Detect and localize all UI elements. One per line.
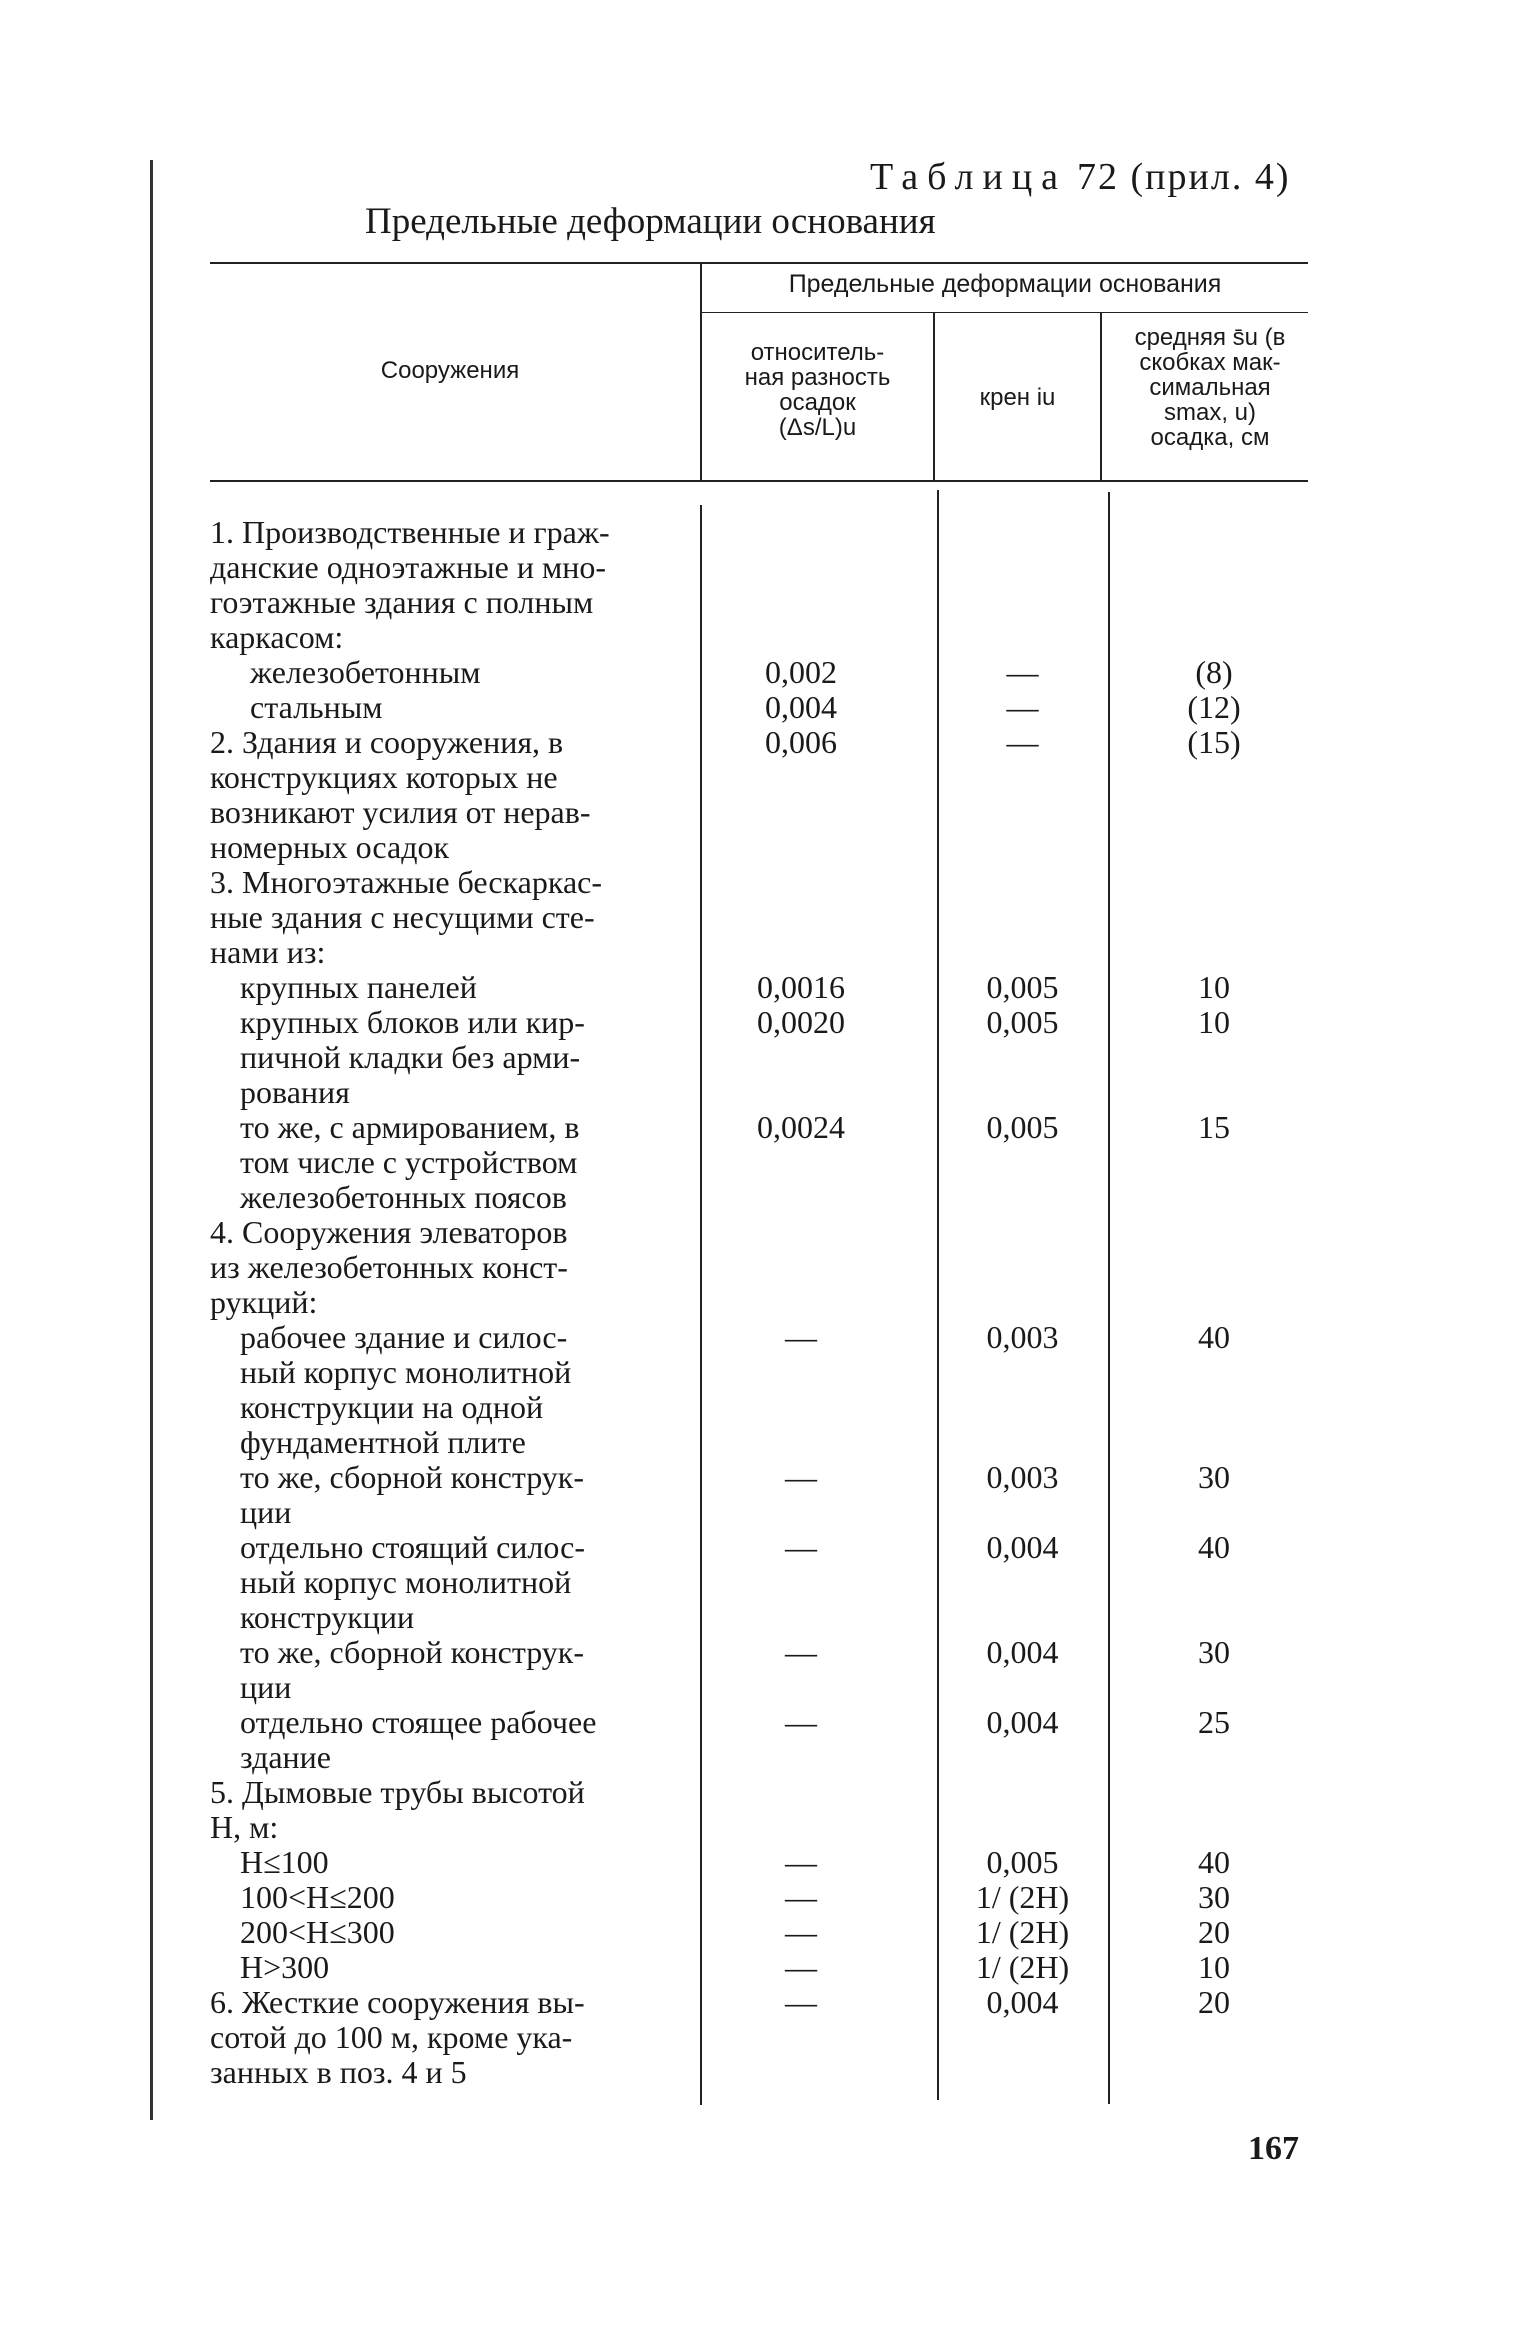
relative-difference-cell: — — [785, 1844, 817, 1880]
average-settlement-cell: 10 — [1198, 1949, 1230, 1985]
header-relative-difference: относитель- ная разность осадок (Δs/L)u — [744, 339, 891, 441]
relative-difference-cell — [686, 1810, 916, 1845]
average-settlement-cell — [1129, 795, 1299, 830]
table-row — [210, 655, 1310, 690]
structure-cell: ный корпус монолитной — [240, 1564, 572, 1600]
average-settlement-cell: (15) — [1187, 724, 1241, 760]
relative-difference-cell: 0,004 — [765, 689, 837, 725]
relative-difference-cell — [686, 1145, 916, 1180]
table-row — [210, 1040, 1310, 1075]
structure-cell: крупных панелей — [240, 969, 477, 1005]
relative-difference-cell — [686, 1390, 916, 1425]
structure-cell: то же, сборной конструк- — [240, 1634, 584, 1670]
table-row — [210, 1705, 1310, 1740]
relative-difference-cell — [686, 935, 916, 970]
structure-cell: пичной кладки без арми- — [240, 1039, 581, 1075]
average-settlement-cell — [1129, 1145, 1299, 1180]
table-row — [210, 1845, 1310, 1880]
relative-difference-cell — [686, 1495, 916, 1530]
relative-difference-cell: 0,0020 — [757, 1004, 845, 1040]
header-col-sep-3 — [1100, 312, 1102, 480]
table-row — [210, 1530, 1310, 1565]
structure-cell: конструкции — [240, 1599, 415, 1635]
tilt-cell: 1/ (2H) — [975, 1879, 1070, 1915]
average-settlement-cell — [1129, 585, 1299, 620]
header-tilt: крен iu — [979, 384, 1056, 411]
structure-cell: номерных осадок — [210, 829, 450, 865]
average-settlement-cell — [1129, 760, 1299, 795]
tilt-cell: — — [1006, 724, 1039, 760]
tilt-cell — [916, 2020, 1129, 2055]
relative-difference-cell: — — [785, 1984, 817, 2020]
header-group-label: Предельные деформации основания — [788, 270, 1222, 298]
table-row — [210, 1565, 1310, 1600]
relative-difference-cell — [686, 515, 916, 550]
structure-cell: H≤100 — [240, 1844, 329, 1880]
tilt-cell — [916, 900, 1129, 935]
structure-cell: фундаментной плите — [240, 1424, 526, 1460]
structure-cell: ции — [240, 1669, 292, 1705]
relative-difference-cell — [686, 1740, 916, 1775]
table-row — [210, 795, 1310, 830]
table-row — [210, 865, 1310, 900]
relative-difference-cell — [686, 760, 916, 795]
structure-cell: рования — [240, 1074, 350, 1110]
table-row — [210, 760, 1310, 795]
structure-cell: ные здания с несущими сте- — [210, 899, 595, 935]
tilt-cell — [916, 585, 1129, 620]
relative-difference-cell — [686, 1355, 916, 1390]
header-bottom-rule — [210, 480, 1308, 482]
structure-cell: 1. Производственные и граж- — [210, 514, 610, 550]
relative-difference-cell — [686, 2055, 916, 2090]
relative-difference-cell — [686, 1600, 916, 1635]
structure-cell: ный корпус монолитной — [240, 1354, 572, 1390]
structure-cell: стальным — [250, 689, 383, 725]
table-row — [210, 1775, 1310, 1810]
average-settlement-cell — [1129, 2020, 1299, 2055]
average-settlement-cell: 15 — [1198, 1109, 1230, 1145]
structure-cell: здание — [240, 1739, 331, 1775]
tilt-cell — [916, 1810, 1129, 1845]
tilt-cell: 0,005 — [986, 1004, 1059, 1040]
header-group-rule — [700, 312, 1308, 313]
structure-cell: конструкции на одной — [240, 1389, 544, 1425]
relative-difference-cell — [686, 1215, 916, 1250]
tilt-cell: 1/ (2H) — [975, 1949, 1070, 1985]
structure-cell: 6. Жесткие сооружения вы- — [210, 1984, 585, 2020]
relative-difference-cell — [686, 1425, 916, 1460]
average-settlement-cell: 20 — [1198, 1984, 1230, 2020]
average-settlement-cell — [1129, 1775, 1299, 1810]
tilt-cell — [916, 2055, 1129, 2090]
relative-difference-cell — [686, 1565, 916, 1600]
tilt-cell — [916, 515, 1129, 550]
table-row — [210, 1810, 1310, 1845]
tilt-cell: 0,004 — [986, 1704, 1059, 1740]
table-row — [210, 1950, 1310, 1985]
structure-cell: то же, с армированием, в — [240, 1109, 580, 1145]
relative-difference-cell — [686, 795, 916, 830]
table-word: Таблица — [870, 156, 1068, 198]
relative-difference-cell: — — [785, 1914, 817, 1950]
structure-cell: конструкциях которых не — [210, 759, 558, 795]
relative-difference-cell — [686, 2020, 916, 2055]
relative-difference-cell — [686, 620, 916, 655]
tilt-cell — [916, 1670, 1129, 1705]
average-settlement-cell — [1129, 550, 1299, 585]
page-margin-rule — [150, 160, 153, 2120]
average-settlement-cell: 30 — [1198, 1634, 1230, 1670]
table-row — [210, 1355, 1310, 1390]
table-row — [210, 2020, 1310, 2055]
tilt-cell — [916, 1145, 1129, 1180]
average-settlement-cell: (8) — [1195, 654, 1233, 690]
relative-difference-cell — [686, 1670, 916, 1705]
relative-difference-cell — [686, 1775, 916, 1810]
relative-difference-cell — [686, 1075, 916, 1110]
relative-difference-cell — [686, 1040, 916, 1075]
structure-cell: отдельно стоящее рабочее — [240, 1704, 597, 1740]
table-row — [210, 1320, 1310, 1355]
table-row — [210, 1180, 1310, 1215]
average-settlement-cell — [1129, 620, 1299, 655]
structure-cell: данские одноэтажные и мно- — [210, 549, 606, 585]
average-settlement-cell — [1129, 1180, 1299, 1215]
page-number: 167 — [1248, 2130, 1299, 2167]
table-row — [210, 515, 1310, 550]
structure-cell: нами из: — [210, 934, 326, 970]
average-settlement-cell: 25 — [1198, 1704, 1230, 1740]
relative-difference-cell: — — [785, 1319, 817, 1355]
table-row — [210, 900, 1310, 935]
tilt-cell — [916, 1250, 1129, 1285]
average-settlement-cell — [1129, 1810, 1299, 1845]
relative-difference-cell — [686, 1180, 916, 1215]
structure-cell: 200<H≤300 — [240, 1914, 395, 1950]
tilt-cell — [916, 1495, 1129, 1530]
relative-difference-cell — [686, 900, 916, 935]
average-settlement-cell — [1129, 1285, 1299, 1320]
average-settlement-cell: (12) — [1187, 689, 1241, 725]
tilt-cell — [916, 1390, 1129, 1425]
average-settlement-cell: 40 — [1198, 1844, 1230, 1880]
table-row — [210, 550, 1310, 585]
tilt-cell: 0,004 — [986, 1984, 1059, 2020]
relative-difference-cell: — — [785, 1704, 817, 1740]
tilt-cell: — — [1006, 654, 1039, 690]
average-settlement-cell — [1129, 1565, 1299, 1600]
tilt-cell — [916, 1425, 1129, 1460]
structure-cell: то же, сборной конструк- — [240, 1459, 584, 1495]
table-row — [210, 970, 1310, 1005]
tilt-cell: 0,005 — [986, 969, 1059, 1005]
table-top-rule — [210, 262, 1308, 264]
tilt-cell — [916, 795, 1129, 830]
relative-difference-cell: 0,0024 — [757, 1109, 845, 1145]
average-settlement-cell — [1129, 1250, 1299, 1285]
structure-cell: ции — [240, 1494, 292, 1530]
average-settlement-cell — [1129, 1355, 1299, 1390]
tilt-cell — [916, 1285, 1129, 1320]
tilt-cell — [916, 620, 1129, 655]
average-settlement-cell — [1129, 1425, 1299, 1460]
structure-cell: 4. Сооружения элеваторов — [210, 1214, 568, 1250]
average-settlement-cell — [1129, 2055, 1299, 2090]
structure-cell: гоэтажные здания с полным — [210, 584, 594, 620]
structure-cell: железобетонным — [250, 654, 481, 690]
relative-difference-cell: — — [785, 1634, 817, 1670]
average-settlement-cell — [1129, 515, 1299, 550]
relative-difference-cell — [686, 830, 916, 865]
average-settlement-cell: 10 — [1198, 1004, 1230, 1040]
table-number — [870, 155, 1290, 199]
structure-cell: возникают усилия от нерав- — [210, 794, 591, 830]
average-settlement-cell — [1129, 1600, 1299, 1635]
tilt-cell: — — [1006, 689, 1039, 725]
table-row — [210, 1670, 1310, 1705]
structure-cell: крупных блоков или кир- — [240, 1004, 585, 1040]
structure-cell: каркасом: — [210, 619, 344, 655]
table-row — [210, 620, 1310, 655]
tilt-cell — [916, 1355, 1129, 1390]
structure-cell: 100<H≤200 — [240, 1879, 395, 1915]
table-row — [210, 1075, 1310, 1110]
relative-difference-cell — [686, 585, 916, 620]
tilt-cell — [916, 1600, 1129, 1635]
tilt-cell — [916, 1775, 1129, 1810]
table-row — [210, 1740, 1310, 1775]
table-row — [210, 585, 1310, 620]
tilt-cell: 1/ (2H) — [975, 1914, 1070, 1950]
table-row — [210, 1285, 1310, 1320]
table-ref: 72 (прил. 4) — [1077, 156, 1291, 198]
relative-difference-cell: — — [785, 1529, 817, 1565]
tilt-cell — [916, 830, 1129, 865]
header-structures: Сооружения — [380, 357, 520, 384]
average-settlement-cell — [1129, 1670, 1299, 1705]
average-settlement-cell: 40 — [1198, 1529, 1230, 1565]
structure-cell: отдельно стоящий силос- — [240, 1529, 586, 1565]
tilt-cell — [916, 550, 1129, 585]
structure-cell: сотой до 100 м, кроме ука- — [210, 2019, 573, 2055]
relative-difference-cell: — — [785, 1949, 817, 1985]
structure-cell: занных в поз. 4 и 5 — [210, 2054, 467, 2090]
table-row — [210, 2055, 1310, 2090]
average-settlement-cell — [1129, 1740, 1299, 1775]
average-settlement-cell — [1129, 830, 1299, 865]
relative-difference-cell: — — [785, 1879, 817, 1915]
tilt-cell: 0,004 — [986, 1634, 1059, 1670]
relative-difference-cell — [686, 865, 916, 900]
tilt-cell: 0,003 — [986, 1319, 1059, 1355]
relative-difference-cell: — — [785, 1459, 817, 1495]
structure-cell: железобетонных поясов — [240, 1179, 567, 1215]
table-row — [210, 1005, 1310, 1040]
tilt-cell: 0,004 — [986, 1529, 1059, 1565]
table-row — [210, 1250, 1310, 1285]
table-row — [210, 1110, 1310, 1145]
table-row — [210, 1425, 1310, 1460]
table-row — [210, 1880, 1310, 1915]
relative-difference-cell — [686, 1285, 916, 1320]
structure-cell: 3. Многоэтажные бескаркас- — [210, 864, 602, 900]
structure-cell: 5. Дымовые трубы высотой — [210, 1774, 585, 1810]
tilt-cell — [916, 1565, 1129, 1600]
average-settlement-cell: 10 — [1198, 969, 1230, 1005]
tilt-cell — [916, 1215, 1129, 1250]
table-row — [210, 1915, 1310, 1950]
table-row — [210, 1495, 1310, 1530]
table-row — [210, 1985, 1310, 2020]
average-settlement-cell — [1129, 935, 1299, 970]
structure-cell: H, м: — [210, 1809, 279, 1845]
average-settlement-cell — [1129, 1075, 1299, 1110]
relative-difference-cell: 0,006 — [765, 724, 837, 760]
relative-difference-cell: 0,002 — [765, 654, 837, 690]
tilt-cell — [916, 760, 1129, 795]
structure-cell: рукций: — [210, 1284, 318, 1320]
relative-difference-cell — [686, 1250, 916, 1285]
table-row — [210, 1215, 1310, 1250]
structure-cell: из железобетонных конст- — [210, 1249, 568, 1285]
average-settlement-cell — [1129, 900, 1299, 935]
tilt-cell: 0,005 — [986, 1109, 1059, 1145]
table-title: Предельные деформации основания — [365, 201, 936, 242]
average-settlement-cell — [1129, 1495, 1299, 1530]
table-row — [210, 1145, 1310, 1180]
tilt-cell — [916, 1180, 1129, 1215]
table-row — [210, 1390, 1310, 1425]
tilt-cell — [916, 865, 1129, 900]
table-row — [210, 830, 1310, 865]
header-average-settlement: средняя s̄u (в скобках мак- симальная smax, u) осадка, см — [1134, 324, 1286, 451]
table-row — [210, 1460, 1310, 1495]
average-settlement-cell: 30 — [1198, 1459, 1230, 1495]
relative-difference-cell — [686, 550, 916, 585]
average-settlement-cell: 40 — [1198, 1319, 1230, 1355]
structure-cell: том числе с устройством — [240, 1144, 578, 1180]
relative-difference-cell: 0,0016 — [757, 969, 845, 1005]
average-settlement-cell: 20 — [1198, 1914, 1230, 1950]
average-settlement-cell — [1129, 865, 1299, 900]
average-settlement-cell — [1129, 1390, 1299, 1425]
tilt-cell — [916, 1075, 1129, 1110]
table-row — [210, 1600, 1310, 1635]
table-body — [210, 515, 1310, 2090]
average-settlement-cell: 30 — [1198, 1879, 1230, 1915]
average-settlement-cell — [1129, 1215, 1299, 1250]
table-row — [210, 690, 1310, 725]
tilt-cell: 0,005 — [986, 1844, 1059, 1880]
tilt-cell — [916, 1040, 1129, 1075]
table-row — [210, 725, 1310, 760]
table-row — [210, 1635, 1310, 1670]
structure-cell: рабочее здание и силос- — [240, 1319, 568, 1355]
tilt-cell: 0,003 — [986, 1459, 1059, 1495]
tilt-cell — [916, 935, 1129, 970]
average-settlement-cell — [1129, 1040, 1299, 1075]
structure-cell: H>300 — [240, 1949, 330, 1985]
table-row — [210, 935, 1310, 970]
structure-cell: 2. Здания и сооружения, в — [210, 724, 564, 760]
tilt-cell — [916, 1740, 1129, 1775]
